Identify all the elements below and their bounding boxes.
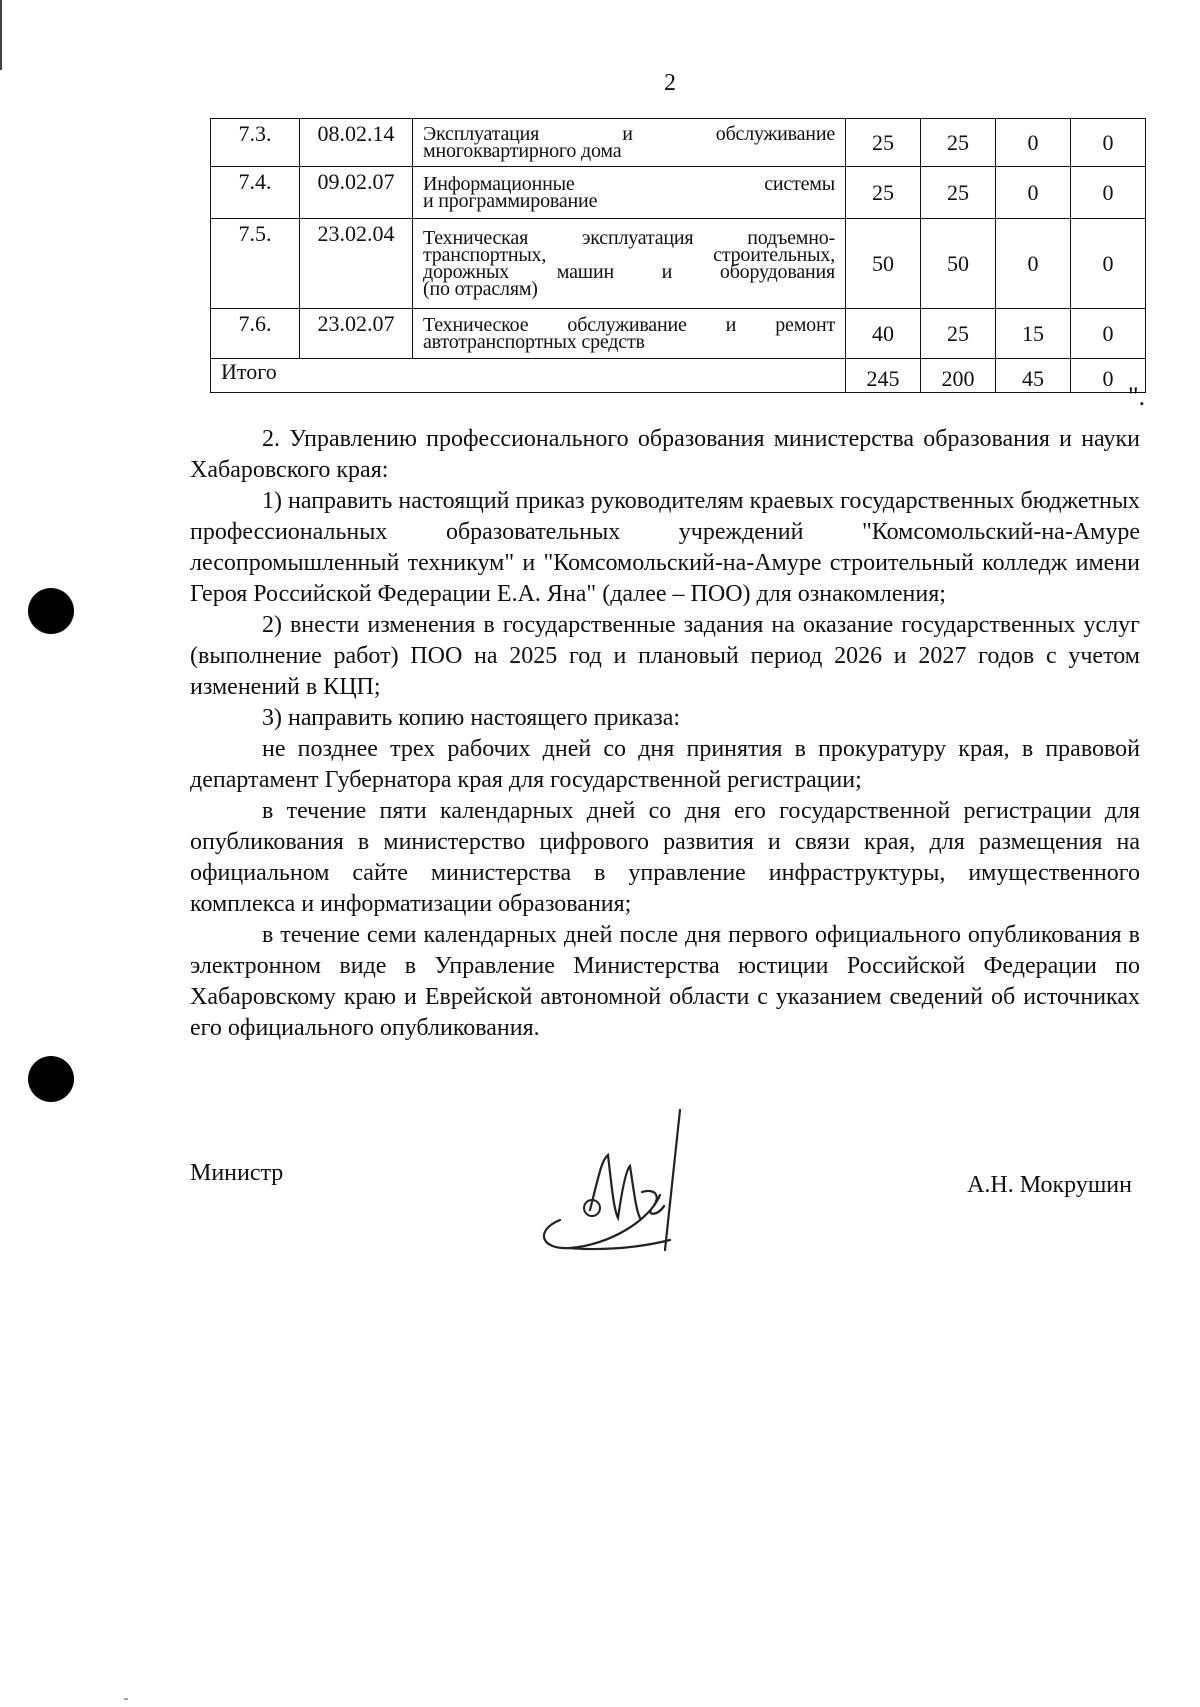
total-label: Итого: [211, 359, 846, 393]
quota-table: [210, 118, 1146, 393]
specialty-name: [413, 167, 846, 219]
table-row: [211, 309, 1146, 359]
specialty-name-line: транспортных, строительных,: [423, 243, 835, 266]
row-number: 7.3.: [211, 119, 300, 167]
total-value: 245: [846, 359, 921, 393]
table-row: [211, 167, 1146, 219]
paragraph-2-3-a: не позднее трех рабочих дней со дня принятия в прокуратуру края, в правовой департамент Губернатора края для государственной регистрации;: [190, 736, 1140, 793]
total-value: 0: [1071, 359, 1146, 393]
value-cell: 25: [846, 119, 921, 167]
value-cell: 0: [996, 167, 1071, 219]
punch-hole: [28, 1056, 74, 1102]
total-value: 45: [996, 359, 1071, 393]
specialty-name: [413, 309, 846, 359]
row-number: 7.4.: [211, 167, 300, 219]
value-cell: 0: [996, 219, 1071, 309]
value-cell: 0: [1071, 167, 1146, 219]
value-cell: 50: [921, 219, 996, 309]
value-cell: 0: [1071, 219, 1146, 309]
value-cell: 0: [996, 119, 1071, 167]
specialty-name-line: и программирование: [423, 189, 598, 212]
specialty-name: [413, 219, 846, 309]
value-cell: 25: [846, 167, 921, 219]
row-number: 7.5.: [211, 219, 300, 309]
table-row: [211, 219, 1146, 309]
paragraph-2-3: 3) направить копию настоящего приказа:: [262, 705, 681, 731]
specialty-name: [413, 119, 846, 167]
value-cell: 50: [846, 219, 921, 309]
total-value: 200: [921, 359, 996, 393]
table-row: [211, 119, 1146, 167]
scan-edge-mark: [0, 0, 2, 70]
specialty-code: 23.02.04: [300, 219, 413, 309]
paragraph-2-1: 1) направить настоящий приказ руководителям краевых государственных бюджетных профессиональных образовательных учреждений "Комсомольский-на-Амуре лесопромышленный техникум" и "Комсомольский-на-Амуре строительный колледж имени Героя Российской Федерации Е.А. Яна" (далее – ПОО) для ознакомления;: [190, 488, 1140, 607]
order-body: [190, 424, 1140, 1044]
specialty-name-line: многоквартирного дома: [423, 139, 622, 162]
specialty-name-line: Техническая эксплуатация подъемно-: [423, 226, 835, 249]
row-number: 7.6.: [211, 309, 300, 359]
value-cell: 25: [921, 119, 996, 167]
paragraph-2-3-b: в течение пяти календарных дней со дня его государственной регистрации для опубликования в министерство цифрового развития и связи края, для размещения на официальном сайте министерства в управление инфраструктуры, имущественного комплекса и информатизации образования;: [190, 798, 1140, 917]
specialty-code: 09.02.07: [300, 167, 413, 219]
specialty-name-line: Информационные системы: [423, 172, 835, 195]
value-cell: 0: [1071, 309, 1146, 359]
signature-block: [190, 1160, 1140, 1280]
punch-hole: [28, 588, 74, 634]
value-cell: 25: [921, 309, 996, 359]
value-cell: 25: [921, 167, 996, 219]
signer-name: А.Н. Мокрушин: [967, 1172, 1132, 1198]
specialty-name-line: (по отраслям): [423, 277, 538, 300]
value-cell: 40: [846, 309, 921, 359]
total-row: [211, 359, 1146, 393]
signer-title: Министр: [190, 1160, 284, 1186]
handwritten-signature: [530, 1100, 710, 1280]
paragraph-2: 2. Управлению профессионального образования министерства образования и науки Хабаровского края:: [190, 426, 1140, 483]
scan-artifact: [124, 1698, 128, 1700]
page-number: 2: [664, 70, 676, 96]
value-cell: 15: [996, 309, 1071, 359]
specialty-name-line: дорожных машин и оборудования: [423, 260, 835, 283]
closing-quote: ".: [1128, 382, 1146, 411]
specialty-name-line: Эксплуатация и обслуживание: [423, 122, 835, 145]
value-cell: 0: [1071, 119, 1146, 167]
specialty-code: 08.02.14: [300, 119, 413, 167]
specialty-name-line: автотранспортных средств: [423, 330, 645, 353]
paragraph-2-2: 2) внести изменения в государственные задания на оказание государственных услуг (выполнение работ) ПОО на 2025 год и плановый период 2026 и 2027 годов с учетом изменений в КЦП;: [190, 612, 1140, 700]
specialty-code: 23.02.07: [300, 309, 413, 359]
specialty-name-line: Техническое обслуживание и ремонт: [423, 313, 835, 336]
paragraph-2-3-c: в течение семи календарных дней после дня первого официального опубликования в электронном виде в Управление Министерства юстиции Российской Федерации по Хабаровскому краю и Еврейской автономной области с указанием сведений об источниках его официального опубликования.: [190, 922, 1140, 1041]
